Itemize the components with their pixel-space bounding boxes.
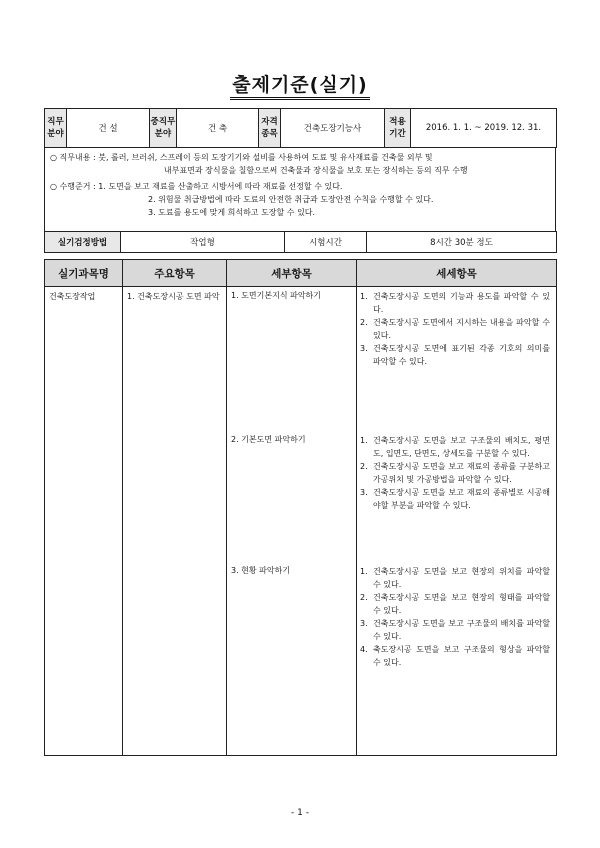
list-item: 1. 건축도장시공 도면의 기능과 용도를 파악할 수 있다.	[360, 292, 550, 314]
info-table	[44, 108, 557, 148]
header-major: 주요항목	[123, 260, 227, 287]
header-detail: 세세항목	[357, 260, 557, 287]
criteria-line-2: 2. 위험물 취급방법에 따라 도료의 안전한 취급과 도장안전 수칙을 수행할 수 있다.	[148, 195, 434, 204]
detail-group-3	[360, 565, 550, 669]
major-item: 1. 건축도장시공 도면 파악	[127, 292, 220, 301]
list-item: 1. 건축도장시공 도면을 보고 현장의 위치를 파악할 수 있다.	[360, 567, 550, 589]
list-item: 2. 건축도장시공 도면을 보고 현장의 형태를 파악할 수 있다.	[360, 593, 550, 615]
list-item: 3. 건축도장시공 도면에 표기된 각종 기호의 의미를 파악할 수 있다.	[360, 344, 550, 366]
subject-name: 건축도장작업	[49, 292, 96, 301]
duty-line-1: ○ 직무내용 : 붓, 롤러, 브러쉬, 스프레이 등의 도장기기와 설비를 사용하여 도료 및 유사재료를 건축물 외부 및	[50, 153, 433, 162]
cert-label: 자격 종목	[259, 109, 281, 148]
job-field-value: 건 설	[67, 109, 150, 148]
page-number: - 1 -	[291, 808, 309, 818]
time-label: 시험시간	[285, 232, 367, 253]
list-item: 4. 축도장시공 도면을 보고 구조물의 형상을 파악할 수 있다.	[360, 645, 550, 667]
subject-cell	[45, 287, 123, 756]
sub-item-3: 3. 현황 파악하기	[231, 566, 291, 575]
header-subject: 실기과목명	[45, 260, 123, 287]
mid-field-value: 건 축	[177, 109, 259, 148]
period-label: 적용 기간	[385, 109, 411, 148]
list-item: 1. 건축도장시공 도면을 보고 구조물의 배치도, 평면도, 입면도, 단면도, 상세도를 구분할 수 있다.	[360, 436, 550, 458]
duty-line-2: 내부표면과 장식물을 칠함으로써 건축물과 장식물을 보호 또는 장식하는 등의 직무 수행	[164, 166, 468, 175]
sub-item-1: 1. 도면기본지식 파악하기	[231, 291, 321, 300]
sub-item-2: 2. 기본도면 파악하기	[231, 435, 306, 444]
list-item: 2. 건축도장시공 도면에서 지시하는 내용을 파악할 수 있다.	[360, 318, 550, 340]
method-table	[44, 231, 557, 253]
time-value: 8시간 30분 정도	[367, 232, 557, 253]
list-item: 3. 건축도장시공 도면을 보고 구조물의 배치를 파악할 수 있다.	[360, 619, 550, 641]
criteria-line-3: 3. 도료를 용도에 맞게 희석하고 도장할 수 있다.	[148, 208, 316, 217]
page-title: 출제기준(실기)	[0, 70, 600, 97]
major-cell	[123, 287, 227, 756]
period-value: 2016. 1. 1. ~ 2019. 12. 31.	[411, 109, 557, 148]
detail-group-2	[360, 434, 550, 512]
method-label: 실기검정방법	[45, 232, 121, 253]
criteria-line-1: ○ 수행준거 : 1. 도면을 보고 재료를 산출하고 시방서에 따라 재료를 선정할 수 있다.	[50, 182, 343, 191]
description-box	[44, 147, 556, 232]
header-sub: 세부항목	[227, 260, 357, 287]
detail-cell	[357, 287, 557, 756]
method-value: 작업형	[121, 232, 285, 253]
list-item: 2. 건축도장시공 도면을 보고 재료의 종류를 구분하고 가공위치 및 가공방법을 파악할 수 있다.	[360, 462, 550, 484]
mid-field-label: 중직무 분야	[150, 109, 177, 148]
main-table	[44, 259, 557, 756]
detail-group-1	[360, 290, 550, 368]
job-field-label: 직무 분야	[45, 109, 67, 148]
cert-value: 건축도장기능사	[281, 109, 385, 148]
list-item: 3. 건축도장시공 도면을 보고 재료의 종류별로 시공해야할 부분을 파악할 수 있다.	[360, 488, 550, 510]
sub-cell	[227, 287, 357, 756]
